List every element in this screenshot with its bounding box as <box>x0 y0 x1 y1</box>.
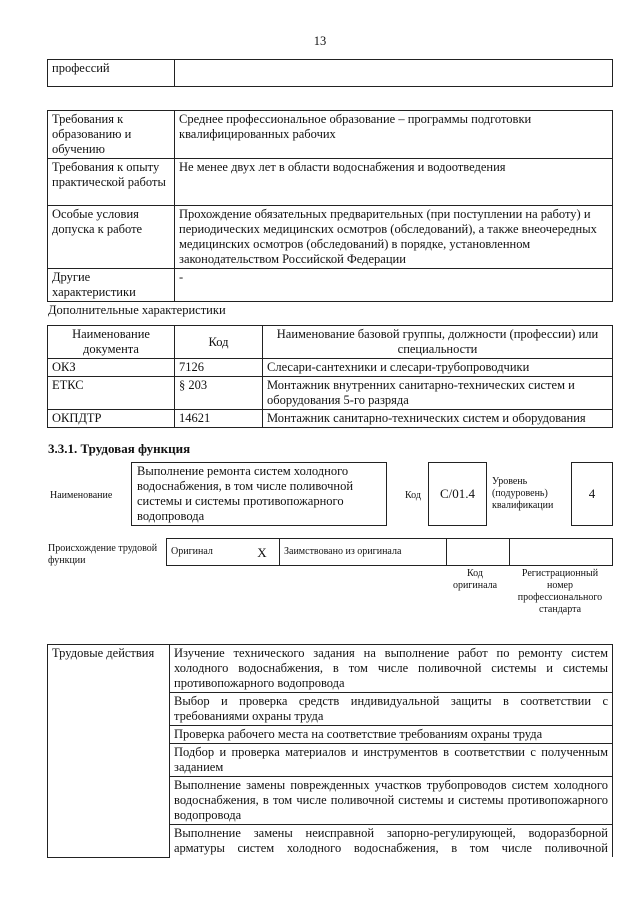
requirements-table <box>47 110 613 302</box>
origin-label: Происхождение трудовой функции <box>48 543 158 566</box>
actions-table <box>47 644 613 858</box>
actions-label: Трудовые действия <box>48 645 170 858</box>
page-number: 13 <box>313 34 327 48</box>
origin-code-cell <box>447 539 510 566</box>
table-row <box>48 410 613 428</box>
top-fragment-cell: профессий <box>48 60 175 87</box>
table-row <box>48 111 613 159</box>
doc-code: 7126 <box>175 359 263 377</box>
function-name-box <box>131 462 387 526</box>
additional-table <box>47 325 613 428</box>
req-label: Особые условия допуска к работе <box>48 206 175 269</box>
table-row <box>48 377 613 410</box>
doc-name: ОКЗ <box>48 359 175 377</box>
top-fragment-empty <box>175 60 613 87</box>
table-row <box>48 206 613 269</box>
req-label: Требования к образованию и обучению <box>48 111 175 159</box>
level-box <box>571 462 613 526</box>
origin-reg-cell <box>510 539 613 566</box>
action-item: Подбор и проверка материалов и инструментов в соответствии с полученным заданием <box>170 744 613 777</box>
function-code-label: Код <box>405 490 421 501</box>
table-row <box>48 359 613 377</box>
level-value: 4 <box>588 486 596 501</box>
doc-name: ЕТКС <box>48 377 175 410</box>
additional-title: Дополнительные характеристики <box>48 303 226 317</box>
function-name-label: Наименование <box>50 490 113 501</box>
doc-group: Монтажник санитарно-технических систем и оборудования <box>263 410 613 428</box>
origin-original: Оригинал <box>167 539 246 566</box>
action-item: Выбор и проверка средств индивидуальной защиты в соответствии с требованиями охраны труда <box>170 693 613 726</box>
origin-mark: X <box>245 539 280 566</box>
table-row <box>48 645 613 693</box>
origin-table <box>166 538 613 566</box>
top-fragment-table <box>47 59 613 87</box>
req-label: Требования к опыту практической работы <box>48 159 175 206</box>
table-row <box>48 159 613 206</box>
action-item: Проверка рабочего места на соответствие требованиям охраны труда <box>170 726 613 744</box>
doc-name: ОКПДТР <box>48 410 175 428</box>
origin-borrowed: Заимствовано из оригинала <box>280 539 447 566</box>
header-code: Код <box>175 326 263 359</box>
action-item: Выполнение замены неисправной запорно-регулирующей, водоразборной арматуры систем холодного водоснабжения, в том числе поливочной <box>170 825 613 858</box>
action-item: Выполнение замены поврежденных участков трубопроводов систем холодного водоснабжения, в том числе поливочной системы и системы противопожарного водопровода <box>170 777 613 825</box>
section-title: 3.3.1. Трудовая функция <box>48 441 191 456</box>
header-document: Наименование документа <box>48 326 175 359</box>
doc-code: 14621 <box>175 410 263 428</box>
function-name-value: Выполнение ремонта систем холодного водоснабжения, в том числе поливочной системы и системы противопожарного водопровода <box>137 464 354 523</box>
req-value: - <box>175 269 613 302</box>
function-code-value: C/01.4 <box>439 486 476 501</box>
req-value: Не менее двух лет в области водоснабжения и водоотведения <box>175 159 613 206</box>
req-value: Прохождение обязательных предварительных (при поступлении на работу) и периодических медицинских осмотров (обследований), а также внеочередных медицинских осмотров (обследований) в порядке, установленном законодательством Российской Федерации <box>175 206 613 269</box>
doc-group: Слесари-сантехники и слесари-трубопроводчики <box>263 359 613 377</box>
doc-group: Монтажник внутренних санитарно-технических систем и оборудования 5-го разряда <box>263 377 613 410</box>
table-row <box>48 269 613 302</box>
doc-code: § 203 <box>175 377 263 410</box>
function-code-box <box>428 462 487 526</box>
header-group: Наименование базовой группы, должности (профессии) или специальности <box>263 326 613 359</box>
origin-code-caption: Код оригинала <box>452 568 498 591</box>
origin-reg-caption: Регистрационный номер профессионального стандарта <box>517 568 603 615</box>
req-value: Среднее профессиональное образование – программы подготовки квалифицированных рабочих <box>175 111 613 159</box>
level-label: Уровень (подуровень) квалификации <box>492 476 554 511</box>
action-item: Изучение технического задания на выполнение работ по ремонту систем холодного водоснабжения, в том числе поливочной системы и системы противопожарного водопровода <box>170 645 613 693</box>
req-label: Другие характеристики <box>48 269 175 302</box>
